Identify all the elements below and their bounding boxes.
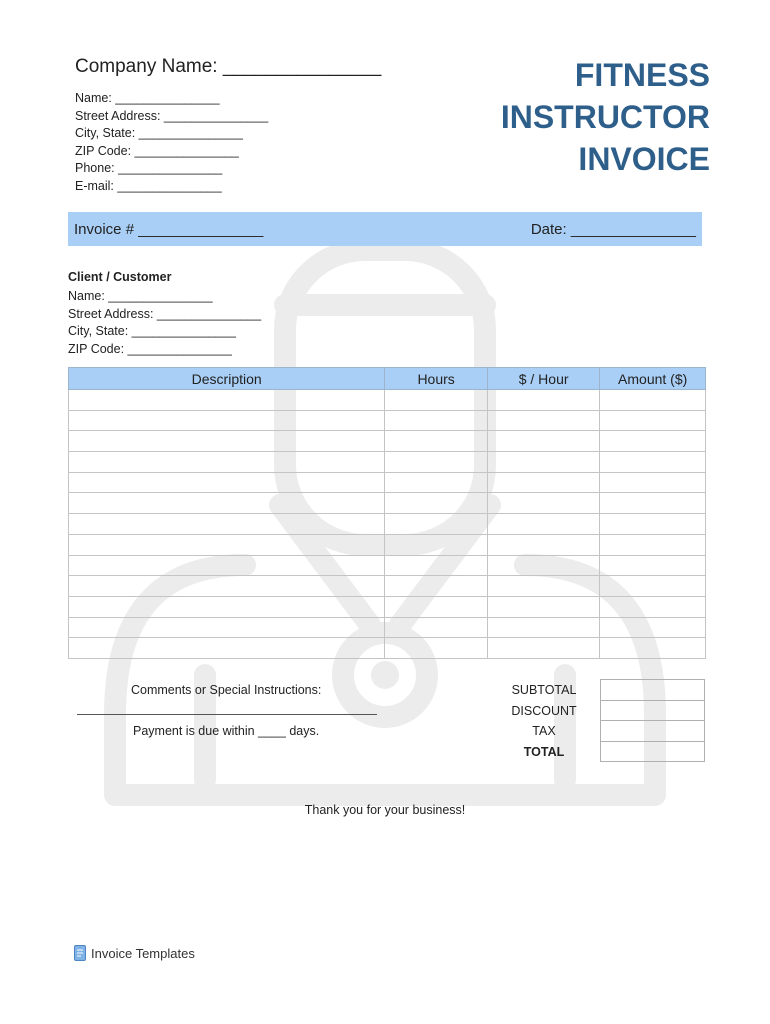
table-row xyxy=(69,390,706,411)
company-zip-field: ZIP Code: _______________ xyxy=(75,143,239,158)
comments-line xyxy=(77,714,377,715)
amount-cell[interactable] xyxy=(600,493,706,514)
description-cell[interactable] xyxy=(69,514,385,535)
client-heading: Client / Customer xyxy=(68,270,172,284)
hours-cell[interactable] xyxy=(385,472,488,493)
amount-cell[interactable] xyxy=(600,472,706,493)
description-cell[interactable] xyxy=(69,638,385,659)
amount-cell[interactable] xyxy=(600,390,706,411)
table-row xyxy=(69,410,706,431)
invoice-doc-icon xyxy=(74,945,86,961)
hours-cell[interactable] xyxy=(385,617,488,638)
client-street-field: Street Address: _______________ xyxy=(68,306,262,321)
description-cell[interactable] xyxy=(69,555,385,576)
tax-label: TAX xyxy=(532,724,556,738)
client-details xyxy=(68,288,261,358)
brand-footer xyxy=(74,945,195,961)
description-cell[interactable] xyxy=(69,576,385,597)
description-cell[interactable] xyxy=(69,493,385,514)
amount-cell[interactable] xyxy=(600,638,706,659)
title-line-3: INVOICE xyxy=(578,141,710,177)
description-cell[interactable] xyxy=(69,410,385,431)
hours-cell[interactable] xyxy=(385,493,488,514)
line-items-table xyxy=(68,367,706,659)
tax-box[interactable] xyxy=(600,720,705,741)
description-cell[interactable] xyxy=(69,596,385,617)
company-street-field: Street Address: _______________ xyxy=(75,108,269,123)
rate-cell[interactable] xyxy=(487,576,599,597)
table-row xyxy=(69,431,706,452)
company-email-field: E-mail: _______________ xyxy=(75,178,222,193)
hours-cell[interactable] xyxy=(385,534,488,555)
amount-cell[interactable] xyxy=(600,514,706,535)
subtotal-box[interactable] xyxy=(600,679,705,700)
client-city-field: City, State: _______________ xyxy=(68,324,236,338)
company-phone-field: Phone: _______________ xyxy=(75,161,223,175)
rate-cell[interactable] xyxy=(487,410,599,431)
hours-cell[interactable] xyxy=(385,452,488,473)
company-name-label: Company Name: _______________ xyxy=(75,56,382,77)
description-cell[interactable] xyxy=(69,452,385,473)
amount-cell[interactable] xyxy=(600,410,706,431)
amount-cell[interactable] xyxy=(600,617,706,638)
rate-cell[interactable] xyxy=(487,617,599,638)
rate-cell[interactable] xyxy=(487,452,599,473)
rate-cell[interactable] xyxy=(487,472,599,493)
hours-cell[interactable] xyxy=(385,576,488,597)
payment-terms: Payment is due within ____ days. xyxy=(133,724,320,738)
table-row xyxy=(69,514,706,535)
hours-cell[interactable] xyxy=(385,390,488,411)
hours-cell[interactable] xyxy=(385,555,488,576)
client-zip-field: ZIP Code: _______________ xyxy=(68,341,232,356)
hours-cell[interactable] xyxy=(385,410,488,431)
title-line-1: FITNESS xyxy=(574,57,710,93)
table-body xyxy=(69,390,706,659)
header-hours: Hours xyxy=(385,368,488,390)
company-details xyxy=(75,90,268,195)
hours-cell[interactable] xyxy=(385,596,488,617)
table-header-row xyxy=(69,368,706,390)
totals-labels xyxy=(500,680,588,762)
invoice-info-bar xyxy=(68,212,702,246)
rate-cell[interactable] xyxy=(487,555,599,576)
amount-cell[interactable] xyxy=(600,555,706,576)
table-row xyxy=(69,493,706,514)
amount-cell[interactable] xyxy=(600,534,706,555)
total-box[interactable] xyxy=(600,741,705,763)
invoice-date-field: Date: _______________ xyxy=(530,221,696,238)
amount-cell[interactable] xyxy=(600,596,706,617)
invoice-number-field: Invoice # _______________ xyxy=(74,221,264,238)
discount-label: DISCOUNT xyxy=(511,703,577,718)
rate-cell[interactable] xyxy=(487,431,599,452)
rate-cell[interactable] xyxy=(487,493,599,514)
table-row xyxy=(69,555,706,576)
rate-cell[interactable] xyxy=(487,514,599,535)
description-cell[interactable] xyxy=(69,431,385,452)
table-row xyxy=(69,534,706,555)
table-row xyxy=(69,617,706,638)
rate-cell[interactable] xyxy=(487,596,599,617)
total-label: TOTAL xyxy=(523,744,565,759)
table-row xyxy=(69,638,706,659)
rate-cell[interactable] xyxy=(487,390,599,411)
hours-cell[interactable] xyxy=(385,431,488,452)
document-title xyxy=(501,54,710,180)
table-row xyxy=(69,452,706,473)
subtotal-label: SUBTOTAL xyxy=(511,683,577,697)
header-description: Description xyxy=(69,368,385,390)
table-row xyxy=(69,576,706,597)
company-name-field: Name: _______________ xyxy=(75,91,220,105)
table-row xyxy=(69,472,706,493)
brand-name: Invoice Templates xyxy=(91,945,195,961)
table-row xyxy=(69,596,706,617)
client-name-field: Name: _______________ xyxy=(68,289,213,303)
amount-cell[interactable] xyxy=(600,431,706,452)
rate-cell[interactable] xyxy=(487,638,599,659)
header-amount: Amount ($) xyxy=(600,368,706,390)
hours-cell[interactable] xyxy=(385,638,488,659)
description-cell[interactable] xyxy=(69,534,385,555)
comments-label: Comments or Special Instructions: xyxy=(131,683,322,697)
rate-cell[interactable] xyxy=(487,534,599,555)
description-cell[interactable] xyxy=(69,390,385,411)
description-cell[interactable] xyxy=(69,472,385,493)
totals-boxes xyxy=(600,679,705,762)
header-rate: $ / Hour xyxy=(487,368,599,390)
thank-you-note: Thank you for your business! xyxy=(304,803,466,817)
discount-box[interactable] xyxy=(600,700,705,721)
hours-cell[interactable] xyxy=(385,514,488,535)
description-cell[interactable] xyxy=(69,617,385,638)
amount-cell[interactable] xyxy=(600,576,706,597)
amount-cell[interactable] xyxy=(600,452,706,473)
company-city-field: City, State: _______________ xyxy=(75,126,243,140)
title-line-2: INSTRUCTOR xyxy=(500,99,710,135)
